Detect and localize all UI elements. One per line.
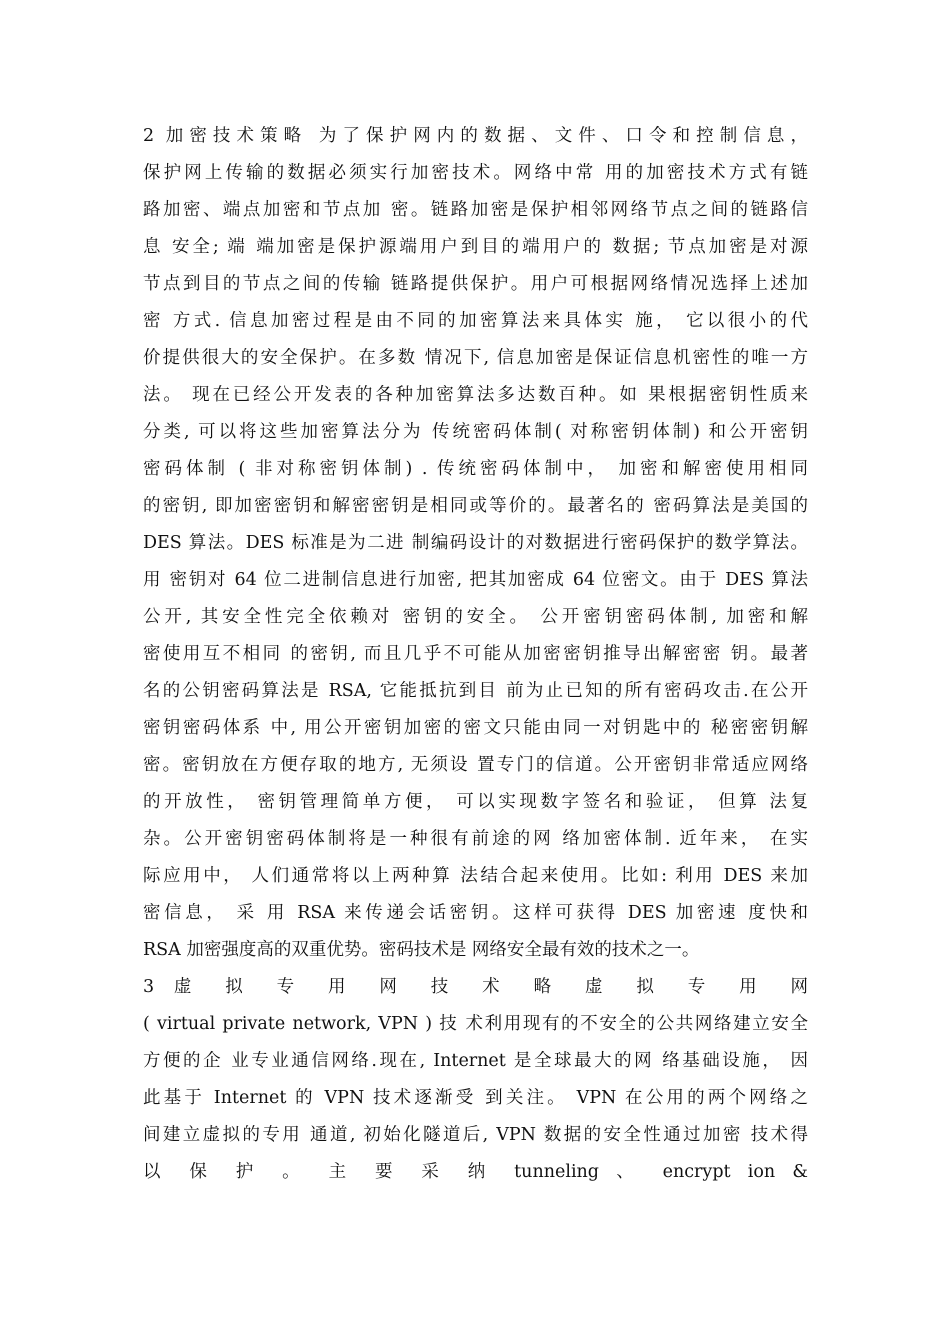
text-line-22: 密信息， 采 用 RSA 来传递会话密钥。这样可获得 DES 加密速 度快和 <box>143 903 808 923</box>
text-line-9: 分类, 可以将这些加密算法分为 传统密码体制( 对称密钥体制) 和公开密钥 <box>143 422 808 442</box>
text-line-17: 密钥密码体系 中, 用公开密钥加密的密文只能由同一对钥匙中的 秘密密钥解 <box>143 718 808 738</box>
text-line-18: 密。密钥放在方便存取的地方, 无须设 置专门的信道。公开密钥非常适应网络 <box>143 755 808 775</box>
text-line-3: 路加密、端点加密和节点加 密。链路加密是保护相邻网络节点之间的链路信 <box>143 200 808 220</box>
text-line-13: 用 密钥对 64 位二进制信息进行加密, 把其加密成 64 位密文。由于 DES 算法 <box>143 570 808 590</box>
text-line-1: 2 加密技术策略 为了保护网内的数据、文件、口令和控制信息， <box>143 126 808 146</box>
text-line-16: 名的公钥密码算法是 RSA, 它能抵抗到目 前为止已知的所有密码攻击.在公开 <box>143 681 808 701</box>
text-line-8: 法。 现在已经公开发表的各种加密算法多达数百种。如 果根据密钥性质来 <box>143 385 808 405</box>
text-line-23: RSA 加密强度高的双重优势。密码技术是 网络安全最有效的技术之一。 <box>143 940 700 960</box>
text-line-14: 公开, 其安全性完全依赖对 密钥的安全。 公开密钥密码体制, 加密和解 <box>143 607 808 627</box>
text-line-4: 息 安全; 端 端加密是保护源端用户到目的端用户的 数据; 节点加密是对源 <box>143 237 808 257</box>
text-line-11: 的密钥, 即加密密钥和解密密钥是相同或等价的。最著名的 密码算法是美国的 <box>143 496 808 516</box>
text-line-15: 密使用互不相同 的密钥, 而且几乎不可能从加密密钥推导出解密密 钥。最著 <box>143 644 808 664</box>
body-text <box>143 118 808 1191</box>
text-line-2: 保护网上传输的数据必须实行加密技术。网络中常 用的加密技术方式有链 <box>143 163 808 183</box>
text-line-29: 以 保 护 。 主 要 采 纳 tunneling 、 encrypt ion & <box>143 1162 808 1182</box>
text-line-21: 际应用中， 人们通常将以上两种算 法结合起来使用。比如: 利用 DES 来加 <box>143 866 808 886</box>
text-line-26: 方便的企 业专业通信网络.现在, Internet 是全球最大的网 络基础设施， 因 <box>143 1051 808 1071</box>
text-line-27: 此基于 Internet 的 VPN 技术逐渐受 到关注。 VPN 在公用的两个网络之 <box>143 1088 808 1108</box>
text-line-5: 节点到目的节点之间的传输 链路提供保护。用户可根据网络情况选择上述加 <box>143 274 808 294</box>
text-line-7: 价提供很大的安全保护。在多数 情况下, 信息加密是保证信息机密性的唯一方 <box>143 348 808 368</box>
text-line-25: ( virtual private network, VPN ) 技 术利用现有的不安全的公共网络建立安全 <box>143 1014 808 1034</box>
text-line-6: 密 方式. 信息加密过程是由不同的加密算法来具体实 施， 它以很小的代 <box>143 311 808 331</box>
section-heading-vpn: 3 虚 拟 专 用 网 技 术 略 虚 拟 专 用 网 <box>143 977 808 997</box>
text-line-12: DES 算法。DES 标准是为二进 制编码设计的对数据进行密码保护的数学算法。 <box>143 533 808 553</box>
text-line-10: 密码体制 ( 非对称密钥体制) . 传统密码体制中， 加密和解密使用相同 <box>143 459 808 479</box>
text-line-20: 杂。公开密钥密码体制将是一种很有前途的网 络加密体制. 近年来， 在实 <box>143 829 808 849</box>
text-line-19: 的开放性， 密钥管理简单方便， 可以实现数字签名和验证， 但算 法复 <box>143 792 808 812</box>
text-line-28: 间建立虚拟的专用 通道, 初始化隧道后, VPN 数据的安全性通过加密 技术得 <box>143 1125 808 1145</box>
